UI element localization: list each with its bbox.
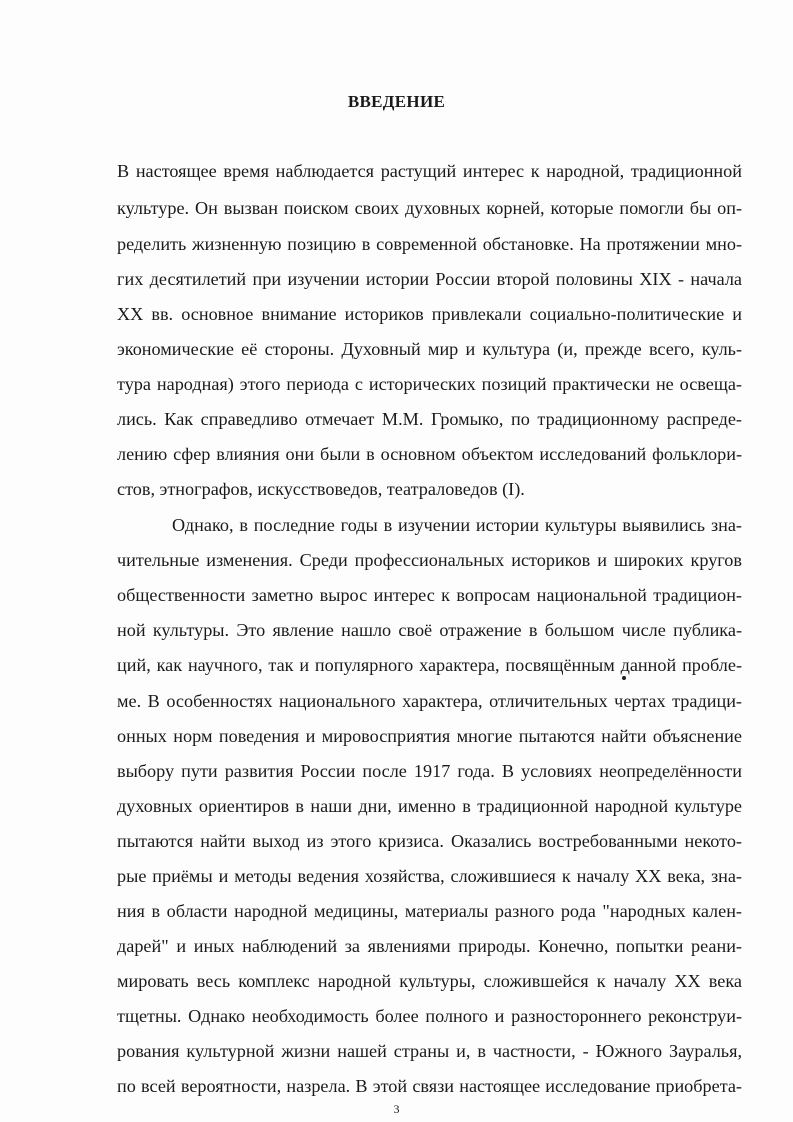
text-line: ме. В особенностях национального характера, отличительных чертах традици-: [117, 691, 742, 711]
text-line: дарей" и иных наблюдений за явлениями природы. Конечно, попытки реани-: [117, 936, 742, 956]
text-line: онных норм поведения и мировосприятия многие пытаются найти объяснение: [117, 726, 742, 746]
scan-speck: [622, 676, 626, 680]
text-line: ций, как научного, так и популярного характера, посвящённым данной пробле-: [117, 655, 742, 675]
text-line: рые приёмы и методы ведения хозяйства, сложившиеся к началу XX века, зна-: [117, 866, 742, 886]
text-line: лению сфер влияния они были в основном объектом исследований фольклори-: [117, 444, 742, 464]
text-line: рования культурной жизни нашей страны и, в частности, - Южного Зауралья,: [117, 1041, 742, 1061]
text-line: В настоящее время наблюдается растущий интерес к народной, традиционной: [117, 161, 742, 181]
text-line: экономические её стороны. Духовный мир и культура (и, прежде всего, куль-: [117, 339, 742, 359]
text-line: культуре. Он вызван поиском своих духовных корней, которые помогли бы оп-: [117, 198, 742, 218]
page-number: 3: [393, 1102, 400, 1116]
text-line: XX вв. основное внимание историков привлекали социально-политические и: [117, 304, 742, 324]
text-line: мировать весь комплекс народной культуры, сложившейся к началу XX века: [117, 971, 742, 991]
text-line: стов, этнографов, искусствоведов, театраловедов (I).: [117, 479, 525, 499]
text-line: тура народная) этого периода с исторических позиций практически не освеща-: [117, 374, 742, 394]
text-line: тщетны. Однако необходимость более полного и разностороннего реконструи-: [117, 1006, 742, 1026]
text-line: духовных ориентиров в наши дни, именно в традиционной народной культуре: [117, 796, 742, 816]
text-line: общественности заметно вырос интерес к вопросам национальной традицион-: [117, 585, 742, 605]
text-line: лись. Как справедливо отмечает М.М. Громыко, по традиционному распреде-: [117, 409, 742, 429]
text-line: пытаются найти выход из этого кризиса. Оказались востребованными некото-: [117, 831, 742, 851]
page-title: ВВЕДЕНИЕ: [347, 92, 446, 111]
text-line: ределить жизненную позицию в современной обстановке. На протяжении мно-: [117, 234, 742, 254]
text-line: гих десятилетий при изучении истории России второй половины XIX - начала: [117, 269, 742, 289]
text-line: ной культуры. Это явление нашло своё отражение в большом числе публика-: [117, 620, 742, 640]
text-line: выбору пути развития России после 1917 года. В условиях неопределённости: [117, 761, 742, 781]
text-line: чительные изменения. Среди профессиональных историков и широких кругов: [117, 550, 742, 570]
text-line: Однако, в последние годы в изучении истории культуры выявились зна-: [172, 515, 742, 535]
text-line: по всей вероятности, назрела. В этой связи настоящее исследование приобрета-: [117, 1076, 742, 1096]
text-line: ния в области народной медицины, материалы разного рода "народных кален-: [117, 901, 742, 921]
